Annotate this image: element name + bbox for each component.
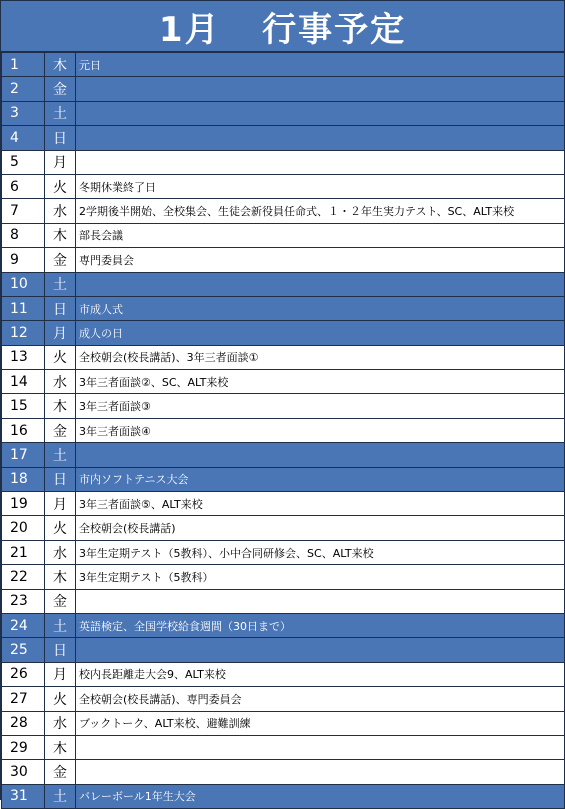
weekday: 火 <box>45 687 76 711</box>
weekday: 土 <box>45 784 76 808</box>
table-row <box>2 394 565 418</box>
event-text: 成人の日 <box>76 321 565 345</box>
day-number: 17 <box>2 443 45 467</box>
table-row <box>2 443 565 467</box>
day-number: 3 <box>2 101 45 125</box>
weekday: 土 <box>45 272 76 296</box>
day-number: 6 <box>2 174 45 198</box>
weekday: 月 <box>45 492 76 516</box>
event-text: 3年三者面談④ <box>76 418 565 442</box>
weekday: 水 <box>45 711 76 735</box>
table-row <box>2 248 565 272</box>
event-text <box>76 77 565 101</box>
day-number: 31 <box>2 784 45 808</box>
table-row <box>2 223 565 247</box>
weekday: 日 <box>45 296 76 320</box>
event-text: 校内長距離走大会9、ALT来校 <box>76 662 565 686</box>
table-row <box>2 345 565 369</box>
table-row <box>2 370 565 394</box>
event-text: 専門委員会 <box>76 248 565 272</box>
schedule-table <box>1 52 565 809</box>
table-row <box>2 321 565 345</box>
day-number: 11 <box>2 296 45 320</box>
table-row <box>2 272 565 296</box>
event-text: 3年生定期テスト（5教科） <box>76 565 565 589</box>
event-text: 冬期休業終了日 <box>76 174 565 198</box>
event-text: 元日 <box>76 53 565 77</box>
day-number: 18 <box>2 467 45 491</box>
weekday: 土 <box>45 101 76 125</box>
event-text: 市成人式 <box>76 296 565 320</box>
weekday: 水 <box>45 370 76 394</box>
event-text <box>76 443 565 467</box>
table-row <box>2 735 565 759</box>
table-row <box>2 613 565 637</box>
event-text <box>76 126 565 150</box>
table-row <box>2 638 565 662</box>
event-text: 部長会議 <box>76 223 565 247</box>
table-row <box>2 418 565 442</box>
event-text: 3年三者面談②、SC、ALT来校 <box>76 370 565 394</box>
weekday: 日 <box>45 467 76 491</box>
table-row <box>2 101 565 125</box>
weekday: 日 <box>45 638 76 662</box>
day-number: 21 <box>2 540 45 564</box>
event-text: 3年三者面談③ <box>76 394 565 418</box>
event-text: ブックトーク、ALT来校、避難訓練 <box>76 711 565 735</box>
day-number: 4 <box>2 126 45 150</box>
day-number: 2 <box>2 77 45 101</box>
day-number: 7 <box>2 199 45 223</box>
event-text: 2学期後半開始、全校集会、生徒会新役員任命式、１・２年生実力テスト、SC、ALT来校 <box>76 199 565 223</box>
event-text: 全校朝会(校長講話)、3年三者面談① <box>76 345 565 369</box>
table-row <box>2 296 565 320</box>
table-row <box>2 540 565 564</box>
day-number: 1 <box>2 53 45 77</box>
weekday: 水 <box>45 199 76 223</box>
weekday: 月 <box>45 321 76 345</box>
day-number: 24 <box>2 613 45 637</box>
day-number: 15 <box>2 394 45 418</box>
weekday: 木 <box>45 735 76 759</box>
table-row <box>2 589 565 613</box>
day-number: 8 <box>2 223 45 247</box>
event-text: 全校朝会(校長講話) <box>76 516 565 540</box>
title-month: 1月 <box>158 9 221 50</box>
event-text: 全校朝会(校長講話)、専門委員会 <box>76 687 565 711</box>
day-number: 16 <box>2 418 45 442</box>
event-text <box>76 589 565 613</box>
day-number: 10 <box>2 272 45 296</box>
day-number: 28 <box>2 711 45 735</box>
table-row <box>2 711 565 735</box>
weekday: 金 <box>45 418 76 442</box>
table-row <box>2 492 565 516</box>
title-text: 行事予定 <box>262 9 407 50</box>
day-number: 14 <box>2 370 45 394</box>
page-title <box>1 1 564 52</box>
table-row <box>2 784 565 808</box>
weekday: 金 <box>45 77 76 101</box>
table-row <box>2 687 565 711</box>
weekday: 金 <box>45 248 76 272</box>
weekday: 月 <box>45 662 76 686</box>
day-number: 27 <box>2 687 45 711</box>
schedule-body <box>2 53 565 809</box>
table-row <box>2 467 565 491</box>
table-row <box>2 150 565 174</box>
table-row <box>2 760 565 784</box>
day-number: 20 <box>2 516 45 540</box>
event-text <box>76 150 565 174</box>
weekday: 金 <box>45 760 76 784</box>
table-row <box>2 53 565 77</box>
table-row <box>2 77 565 101</box>
weekday: 金 <box>45 589 76 613</box>
weekday: 土 <box>45 443 76 467</box>
weekday: 月 <box>45 150 76 174</box>
event-text: 3年三者面談⑤、ALT来校 <box>76 492 565 516</box>
day-number: 13 <box>2 345 45 369</box>
day-number: 9 <box>2 248 45 272</box>
event-text <box>76 101 565 125</box>
event-text <box>76 735 565 759</box>
day-number: 5 <box>2 150 45 174</box>
event-text: 市内ソフトテニス大会 <box>76 467 565 491</box>
event-text <box>76 638 565 662</box>
weekday: 水 <box>45 540 76 564</box>
weekday: 木 <box>45 53 76 77</box>
weekday: 日 <box>45 126 76 150</box>
table-row <box>2 199 565 223</box>
weekday: 木 <box>45 223 76 247</box>
day-number: 29 <box>2 735 45 759</box>
day-number: 23 <box>2 589 45 613</box>
table-row <box>2 126 565 150</box>
day-number: 12 <box>2 321 45 345</box>
table-row <box>2 516 565 540</box>
day-number: 26 <box>2 662 45 686</box>
table-row <box>2 565 565 589</box>
day-number: 30 <box>2 760 45 784</box>
day-number: 19 <box>2 492 45 516</box>
event-text: 英語検定、全国学校給食週間（30日まで） <box>76 613 565 637</box>
event-text <box>76 272 565 296</box>
event-text: 3年生定期テスト（5教科）、小中合同研修会、SC、ALT来校 <box>76 540 565 564</box>
weekday: 火 <box>45 345 76 369</box>
event-text: バレーボール1年生大会 <box>76 784 565 808</box>
event-text <box>76 760 565 784</box>
weekday: 土 <box>45 613 76 637</box>
table-row <box>2 662 565 686</box>
day-number: 25 <box>2 638 45 662</box>
table-row <box>2 174 565 198</box>
weekday: 木 <box>45 565 76 589</box>
weekday: 火 <box>45 516 76 540</box>
day-number: 22 <box>2 565 45 589</box>
weekday: 木 <box>45 394 76 418</box>
weekday: 火 <box>45 174 76 198</box>
